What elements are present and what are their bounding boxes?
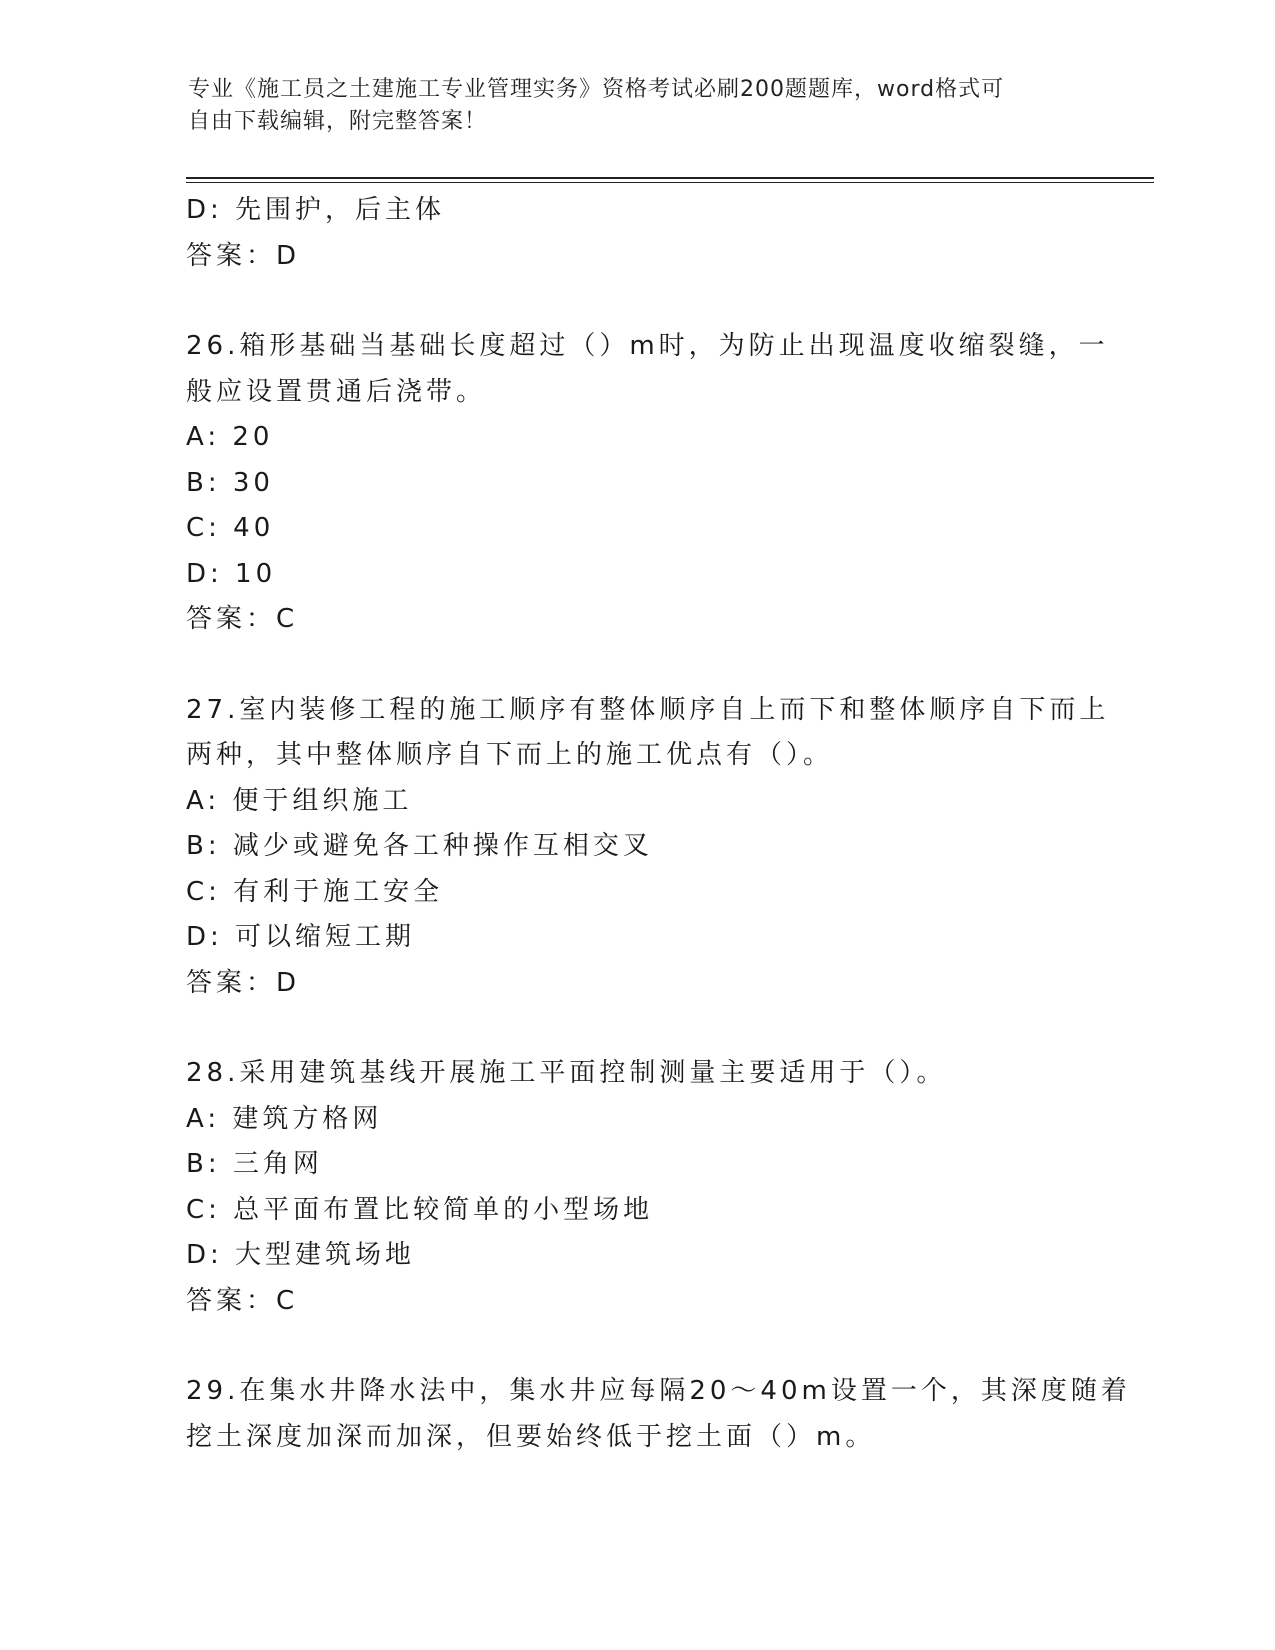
option-d: D: 可以缩短工期: [186, 922, 416, 952]
option-d: D: 大型建筑场地: [186, 1240, 416, 1270]
answer-line: 答案：D: [186, 240, 301, 271]
question-stem-line-1: 29.在集水井降水法中，集水井应每隔20～40m设置一个，其深度随着: [186, 1376, 1131, 1406]
question-stem-line-1: 28.采用建筑基线开展施工平面控制测量主要适用于（）。: [186, 1058, 947, 1088]
document-header: [188, 74, 1068, 138]
option-c: C: 40: [186, 513, 275, 543]
question-content: [186, 188, 1131, 1460]
answer-line: 答案：C: [186, 604, 299, 634]
question-26: [186, 324, 1109, 643]
option-a: A: 便于组织施工: [186, 785, 413, 816]
question-stem-line-2: 般应设置贯通后浇带。: [186, 376, 487, 407]
option-c: C: 有利于施工安全: [186, 876, 444, 907]
question-stem-line-2: 挖土深度加深而加深，但要始终低于挖土面（）m。: [186, 1421, 876, 1452]
option-b: B: 30: [186, 467, 274, 498]
header-divider-thin: [186, 182, 1154, 183]
question-29: [186, 1369, 1131, 1460]
previous-question-tail: [186, 188, 1086, 279]
option-b: B: 三角网: [186, 1149, 323, 1179]
question-stem-line-1: 27.室内装修工程的施工顺序有整体顺序自上而下和整体顺序自下而上: [186, 694, 1110, 725]
option-a: A: 建筑方格网: [186, 1103, 383, 1134]
answer-line: 答案：C: [186, 1285, 299, 1316]
option-d: D: 10: [186, 558, 277, 589]
option-c: C: 总平面布置比较简单的小型场地: [186, 1194, 654, 1225]
question-stem-line-2: 两种，其中整体顺序自下而上的施工优点有（）。: [186, 740, 834, 770]
option-d: D: 先围护，后主体: [186, 195, 446, 225]
header-line-2: 自由下载编辑，附完整答案！: [188, 109, 488, 134]
question-28: [186, 1051, 1086, 1324]
header-line-1: 专业《施工员之土建施工专业管理实务》资格考试必刷200题题库，word格式可: [188, 77, 1005, 102]
header-divider-thick: [186, 177, 1154, 179]
answer-line: 答案：D: [186, 967, 301, 998]
option-a: A: 20: [186, 422, 274, 452]
option-b: B: 减少或避免各工种操作互相交叉: [186, 831, 653, 861]
question-stem-line-1: 26.箱形基础当基础长度超过（）m时，为防止出现温度收缩裂缝，一: [186, 331, 1109, 361]
question-27: [186, 688, 1110, 1007]
